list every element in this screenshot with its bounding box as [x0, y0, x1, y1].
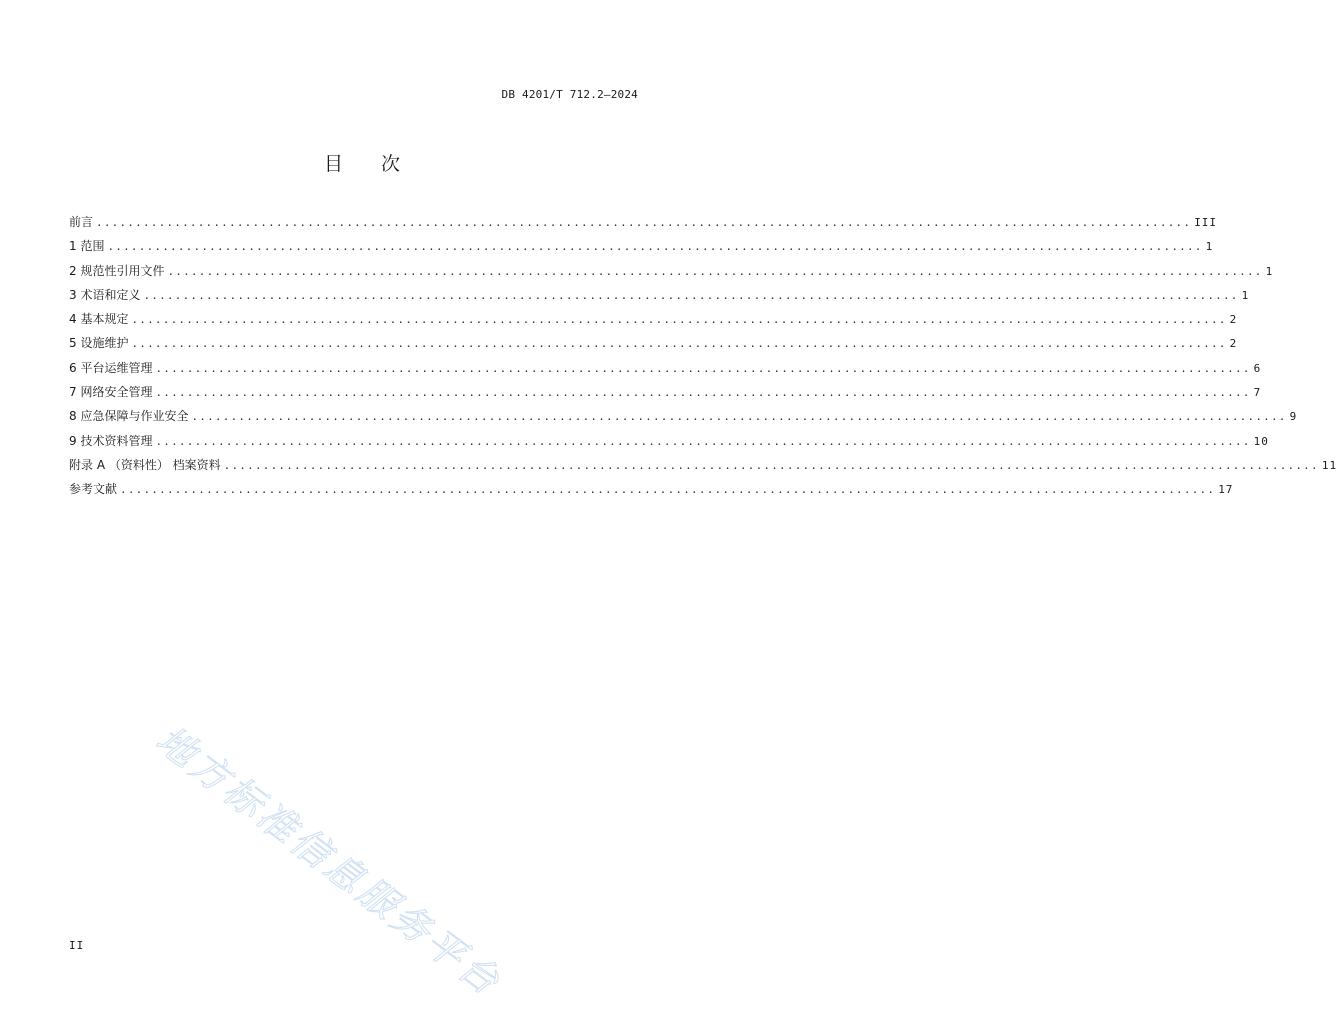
toc-list	[69, 212, 1337, 504]
toc-entry-label: 参考文献	[69, 482, 118, 497]
toc-entry-label: 8 应急保障与作业安全	[69, 409, 189, 424]
toc-dot-leader: ............................................................................................................................................	[96, 216, 1192, 229]
toc-entry-label: 6 平台运维管理	[69, 360, 153, 375]
toc-dot-leader: ............................................................................................................................................	[155, 434, 1251, 448]
document-code: DB 4201/T 712.2—2024	[501, 88, 638, 101]
toc-entry-page: 11	[1321, 458, 1337, 472]
toc-entry-label: 7 网络安全管理	[69, 385, 153, 400]
toc-dot-leader: ............................................................................................................................................	[131, 313, 1227, 327]
toc-dot-leader: ............................................................................................................................................	[191, 410, 1287, 424]
toc-dot-leader: ............................................................................................................................................	[131, 337, 1227, 351]
toc-entry-page: 2	[1229, 337, 1238, 351]
toc-entry-page: III	[1194, 216, 1218, 229]
toc-dot-leader: ............................................................................................................................................	[223, 458, 1319, 472]
toc-entry-page: 1	[1205, 240, 1214, 254]
toc-entry-label: 3 术语和定义	[69, 287, 141, 302]
toc-dot-leader: ............................................................................................................................................	[155, 386, 1251, 400]
toc-entry-label: 2 规范性引用文件	[69, 263, 165, 278]
page-number: II	[69, 939, 85, 952]
toc-entry[interactable]	[69, 455, 1337, 479]
toc-dot-leader: ............................................................................................................................................	[155, 361, 1251, 375]
toc-entry-page: 1	[1241, 288, 1250, 302]
toc-entry-page: 6	[1253, 361, 1262, 375]
toc-entry[interactable]	[69, 358, 1262, 382]
toc-entry-label: 5 设施维护	[69, 336, 129, 351]
toc-entry-label: 前言	[69, 215, 94, 229]
toc-dot-leader: ............................................................................................................................................	[107, 240, 1203, 254]
toc-entry-page: 10	[1253, 434, 1269, 448]
toc-entry-page: 1	[1265, 264, 1274, 278]
toc-dot-leader: ............................................................................................................................................	[120, 483, 1216, 497]
toc-title: 目次	[323, 153, 438, 175]
toc-entry[interactable]	[69, 285, 1250, 309]
toc-entry-label: 1 范围	[69, 239, 105, 254]
toc-entry[interactable]	[69, 431, 1269, 455]
toc-entry-page: 2	[1229, 313, 1238, 327]
toc-entry[interactable]	[69, 309, 1238, 333]
watermark: 地方标准信息服务平台	[148, 717, 511, 1006]
toc-entry-label: 9 技术资料管理	[69, 433, 153, 448]
toc-entry[interactable]	[69, 212, 1218, 236]
toc-entry[interactable]	[69, 333, 1238, 357]
toc-entry-page: 9	[1289, 410, 1298, 424]
toc-entry[interactable]	[69, 382, 1262, 406]
toc-dot-leader: ............................................................................................................................................	[167, 264, 1263, 278]
toc-entry[interactable]	[69, 406, 1298, 430]
toc-dot-leader: ............................................................................................................................................	[143, 288, 1239, 302]
toc-entry[interactable]	[69, 479, 1234, 503]
toc-entry[interactable]	[69, 236, 1214, 260]
toc-entry-label: 附录 A （资料性） 档案资料	[69, 457, 221, 472]
toc-entry-page: 7	[1253, 386, 1262, 400]
toc-entry-page: 17	[1218, 483, 1234, 497]
toc-entry[interactable]	[69, 261, 1274, 285]
toc-entry-label: 4 基本规定	[69, 312, 129, 327]
